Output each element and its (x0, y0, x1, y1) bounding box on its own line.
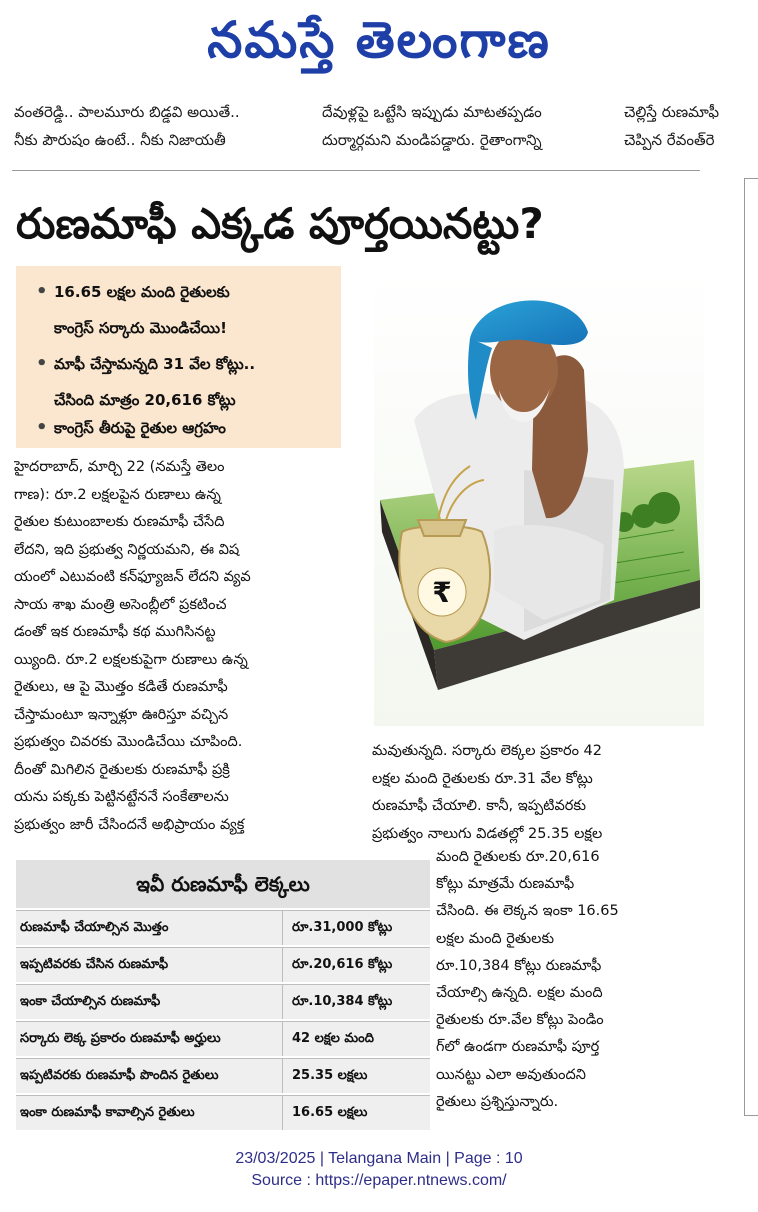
teaser-line: చెప్పిన రేవంత్‌రె (624, 131, 715, 149)
body-line: దీంతో మిగిలిన రైతులకు రుణమాఫీ ప్రక్రి (14, 761, 230, 778)
masthead (0, 0, 758, 86)
loan-waiver-table (16, 860, 430, 1130)
body-line: చేస్తామంటూ ఇన్నాళ్లూ ఊరిస్తూ వచ్చిన (14, 706, 229, 723)
body-line: చేసింది. ఈ లెక్కన ఇంకా 16.65 (436, 903, 619, 920)
highlight-line: కాంగ్రెస్ సర్కారు మొండిచేయి! (54, 319, 227, 337)
highlight-item (36, 274, 336, 346)
highlight-item (36, 410, 336, 446)
table-cell-value: 42 లక్షల మంది (292, 1031, 374, 1046)
article-body-middle (372, 738, 732, 848)
teaser-line: దుర్మార్గమని మండిపడ్డారు. రైతాంగాన్ని (322, 131, 542, 149)
body-line: లక్షల మంది రైతులకు (436, 930, 555, 947)
highlight-item (36, 346, 336, 418)
teaser-2 (322, 98, 612, 156)
body-line: సాయ శాఖ మంత్రి అసెంబ్లీలో ప్రకటించ (14, 596, 227, 613)
body-line: ప్రభుత్వం చివరకు మొండిచేయి చూపింది. (14, 734, 243, 750)
table-cell-value: 25.35 లక్షలు (292, 1068, 368, 1083)
highlights-box (16, 266, 341, 448)
table-cell-label: ఇప్పటివరకు రుణమాఫీ పొందిన రైతులు (20, 1059, 283, 1093)
body-line: రూ.10,384 కోట్లు రుణమాఫీ (436, 957, 602, 974)
body-line: ప్రభుత్వం జారీ చేసిందనే అభిప్రాయం వ్యక్త (14, 816, 245, 833)
body-line: రుణమాఫీ చేయాలి. కానీ, ఇప్పటివరకు (372, 798, 586, 814)
teaser-line: నీకు పౌరుషం ఉంటే.. నీకు నిజాయతీ (14, 131, 226, 149)
table-row (16, 1058, 430, 1093)
bullet-icon: • (36, 353, 48, 374)
body-line: రైతులు, ఆ పై మొత్తం కడితే రుణమాఫీ (14, 679, 228, 695)
body-line: హైదరాబాద్, మార్చి 22 (నమస్తే తెలం (14, 459, 225, 475)
table-cell-label: ఇంకా చేయాల్సిన రుణమాఫీ (20, 985, 283, 1019)
body-line: కోట్లు మాత్రమే రుణమాఫీ (436, 876, 575, 893)
table-cell-value: రూ.31,000 కోట్లు (292, 920, 393, 935)
body-line: గాణ): రూ.2 లక్షలపైన రుణాలు ఉన్న (14, 486, 221, 503)
farmer-illustration (374, 270, 704, 726)
table-cell-value: రూ.20,616 కోట్లు (292, 957, 393, 972)
teaser-line: చెల్లిస్తే రుణమాఫీ (624, 103, 720, 121)
highlight-line: మాఫీ చేస్తామన్నది 31 వేల కోట్లు.. (54, 355, 256, 373)
section-divider (12, 170, 700, 171)
table-cell-label: సర్కారు లెక్క ప్రకారం రుణమాఫీ అర్హులు (20, 1022, 283, 1056)
body-line: ప్రభుత్వం నాలుగు విడతల్లో 25.35 లక్షల (372, 825, 603, 842)
page-footer (0, 1148, 758, 1192)
body-line: డంతో ఇక రుణమాఫీ కథ ముగిసినట్ట (14, 624, 216, 640)
highlight-line: కాంగ్రెస్ తీరుపై రైతుల ఆగ్రహం (54, 419, 226, 437)
newspaper-title: నమస్తే తెలంగాణ (207, 11, 551, 69)
table-cell-value: రూ.10,384 కోట్లు (292, 994, 393, 1009)
teaser-1 (14, 98, 309, 156)
bullet-icon: • (36, 417, 48, 438)
body-line: యను పక్కకు పెట్టినట్టేననే సంకేతాలను (14, 789, 229, 805)
teaser-line: దేవుళ్లపై ఒట్టేసి ఇప్పుడు మాటతప్పడం (322, 103, 542, 121)
table-row (16, 910, 430, 945)
highlight-line: చేసింది మాత్రం 20,616 కోట్లు (54, 391, 236, 409)
body-line: రైతుల కుటుంబాలకు రుణమాఫీ చేసేది (14, 514, 225, 530)
body-line: యినట్టు ఎలా అవుతుందని (436, 1066, 586, 1083)
body-line: మవుతున్నది. సర్కారు లెక్కల ప్రకారం 42 (372, 743, 603, 759)
teaser-3 (624, 98, 758, 156)
body-line: రైతులు ప్రశ్నిస్తున్నారు. (436, 1093, 559, 1110)
article-body-left (14, 454, 364, 850)
table-title: ఇవీ రుణమాఫీ లెక్కలు (16, 860, 430, 908)
table-cell-label: ఇప్పటివరకు చేసిన రుణమాఫీ (20, 948, 283, 982)
adjacent-column-frame (744, 178, 758, 1116)
footer-source-link[interactable]: Source : https://epaper.ntnews.com/ (251, 1172, 507, 1189)
body-line: రైతులకు రూ.వేల కోట్లు పెండిం (436, 1012, 604, 1029)
table-cell-value: 16.65 లక్షలు (292, 1105, 368, 1120)
body-line: లక్షల మంది రైతులకు రూ.31 వేల కోట్లు (372, 770, 593, 787)
rupee-symbol: ₹ (432, 576, 452, 609)
article-headline: రుణమాఫీ ఎక్కడ పూర్తయినట్టు? (16, 199, 544, 248)
bullet-icon: • (36, 281, 48, 302)
body-line: చేయాల్సి ఉన్నది. లక్షల మంది (436, 985, 603, 1002)
table-cell-label: రుణమాఫీ చేయాల్సిన మొత్తం (20, 911, 283, 945)
article-body-right (436, 844, 732, 1124)
body-line: మంది రైతులకు రూ.20,616 (436, 849, 600, 865)
body-line: గ్‌లో ఉండగా రుణమాఫీ పూర్త (436, 1039, 600, 1056)
body-line: య్యింది. రూ.2 లక్షలకుపైగా రుణాలు ఉన్న (14, 651, 248, 668)
teaser-line: వంతరెడ్డి.. పాలమూరు బిడ్డవి అయితే.. (14, 103, 240, 121)
table-cell-label: ఇంకా రుణమాఫీ కావాల్సిన రైతులు (20, 1096, 283, 1130)
body-line: లేదని, ఇది ప్రభుత్వ నిర్ణయమని, ఈ విష (14, 541, 240, 558)
table-row (16, 1021, 430, 1056)
body-line: యంలో ఎటువంటి కన్‌ఫ్యూజన్ లేదని వ్యవ (14, 569, 251, 585)
highlight-line: 16.65 లక్షల మంది రైతులకు (54, 283, 230, 301)
table-row (16, 984, 430, 1019)
footer-dateline: 23/03/2025 | Telangana Main | Page : 10 (235, 1150, 523, 1167)
table-row (16, 1095, 430, 1130)
table-row (16, 947, 430, 982)
